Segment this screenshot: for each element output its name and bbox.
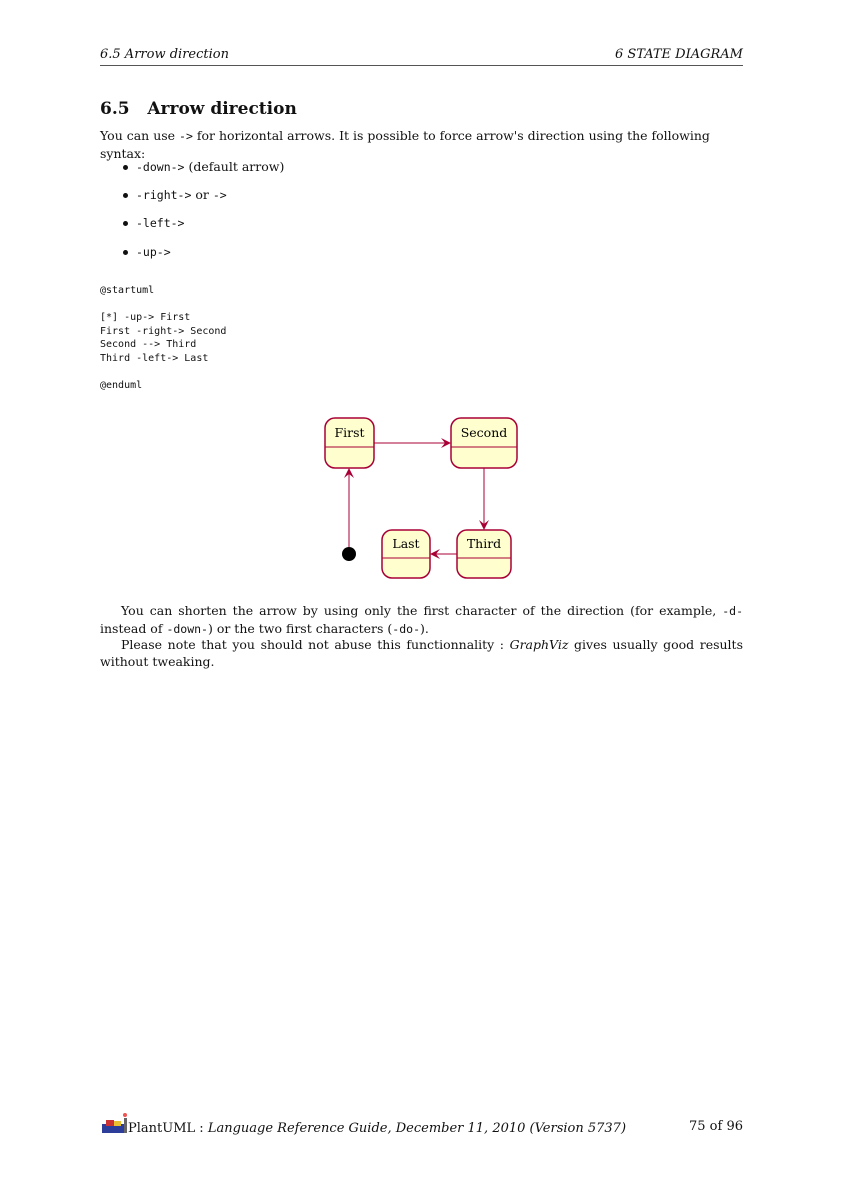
code: -left->: [136, 216, 185, 230]
code: -down-: [166, 622, 208, 636]
text: ).: [420, 621, 429, 636]
state-label: Second: [460, 425, 508, 440]
code-line: Second --> Third: [100, 339, 197, 350]
text: You can use: [100, 128, 180, 143]
running-header-left: 6.5 Arrow direction: [100, 47, 229, 62]
state-label: Third: [466, 536, 502, 551]
section-number: 6.5: [100, 99, 130, 119]
code: ->: [212, 188, 227, 202]
section-title-text: Arrow direction: [147, 99, 297, 119]
footer-title: Language Reference Guide, December 11, 2010 (Version 5737): [207, 1121, 627, 1136]
page-number: 75 of 96: [689, 1119, 743, 1134]
code-line: Third -left-> Last: [100, 352, 209, 364]
code: -down->: [136, 160, 185, 174]
text: instead of: [100, 621, 167, 636]
code: -do-: [392, 622, 420, 636]
text: or: [191, 187, 213, 202]
code: -up->: [136, 245, 171, 259]
code-line: @startuml: [100, 285, 155, 296]
emphasis: GraphViz: [509, 637, 569, 652]
code-line: First -right-> Second: [100, 325, 227, 337]
paragraph: [100, 636, 743, 670]
text: You can shorten the arrow by using only the first character of the direction (for example,: [121, 603, 723, 618]
code-line: [*] -up-> First: [100, 312, 191, 323]
paragraph: [100, 602, 743, 638]
plantuml-logo-icon: [100, 1112, 128, 1136]
footer-brand: PlantUML: [128, 1121, 196, 1136]
footer: [100, 1112, 743, 1136]
text: for horizontal arrows. It is possible to force arrow's direction using the following syntax:: [100, 128, 710, 161]
text: Please note that you should not abuse this functionnality :: [121, 637, 510, 652]
initial-state: [342, 547, 356, 561]
code: ->: [179, 129, 193, 143]
text: (default arrow): [184, 159, 285, 174]
text: :: [195, 1121, 208, 1136]
code-line: @enduml: [100, 379, 143, 391]
running-header-right: 6 STATE DIAGRAM: [614, 47, 743, 62]
state-label: Last: [392, 536, 420, 551]
text: gives usually good results without tweaking.: [100, 637, 743, 669]
text: ) or the two first characters (: [207, 621, 393, 636]
code: -d-: [722, 604, 743, 618]
code: -right->: [136, 188, 192, 202]
state-label: First: [334, 425, 365, 440]
